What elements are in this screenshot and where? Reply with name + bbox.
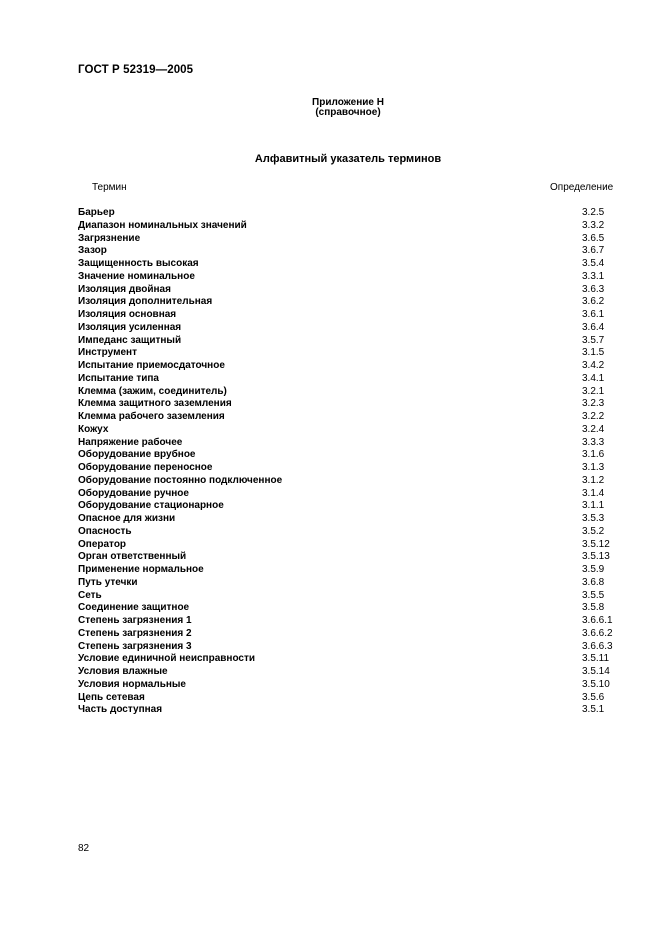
- term-name: Оборудование врубное: [78, 449, 196, 461]
- term-definition-ref: 3.6.6.3: [582, 640, 613, 652]
- term-row: [78, 628, 618, 641]
- term-row: [78, 424, 618, 437]
- term-row: [78, 577, 618, 590]
- term-row: [78, 475, 618, 488]
- term-definition-ref: 3.5.13: [582, 551, 610, 563]
- term-definition-ref: 3.5.11: [582, 653, 610, 665]
- term-definition-ref: 3.6.6.2: [582, 627, 613, 639]
- index-title: Алфавитный указатель терминов: [254, 153, 442, 165]
- term-definition-ref: 3.6.3: [582, 283, 605, 295]
- term-definition-ref: 3.6.4: [582, 321, 605, 333]
- term-definition-ref: 3.5.8: [582, 602, 605, 614]
- term-definition-ref: 3.1.2: [582, 474, 605, 486]
- term-definition-ref: 3.5.14: [582, 666, 610, 677]
- term-definition-ref: 3.5.2: [582, 525, 605, 537]
- term-name: Барьер: [78, 207, 115, 218]
- term-name: Инструмент: [78, 347, 137, 359]
- term-row: [78, 258, 618, 271]
- term-row: [78, 539, 618, 552]
- term-row: [78, 335, 618, 348]
- term-row: [78, 615, 618, 628]
- term-row: [78, 513, 618, 526]
- term-name: Условия нормальные: [78, 678, 186, 690]
- term-row: [78, 309, 618, 322]
- term-name: Условие единичной неисправности: [78, 653, 256, 665]
- term-definition-ref: 3.3.3: [582, 436, 605, 448]
- term-name: Клемма защитного заземления: [78, 398, 232, 410]
- term-definition-ref: 3.2.5: [582, 207, 605, 218]
- annex-subtitle: (справочное): [315, 107, 381, 118]
- term-row: [78, 233, 618, 246]
- term-name: Изоляция усиленная: [78, 321, 182, 333]
- term-name: Опасное для жизни: [78, 513, 176, 524]
- term-row: [78, 373, 618, 386]
- term-row: [78, 641, 618, 654]
- term-row: [78, 322, 618, 335]
- term-name: Путь утечки: [78, 576, 138, 588]
- term-definition-ref: 3.6.5: [582, 232, 605, 244]
- term-definition-ref: 3.1.1: [582, 500, 605, 512]
- term-definition-ref: 3.5.9: [582, 564, 605, 575]
- term-row: [78, 653, 618, 666]
- term-row: [78, 488, 618, 501]
- term-row: [78, 271, 618, 284]
- term-name: Испытание приемосдаточное: [78, 360, 225, 371]
- term-definition-ref: 3.5.1: [582, 704, 605, 716]
- term-name: Оператор: [78, 538, 127, 550]
- term-row: [78, 398, 618, 411]
- term-row: [78, 551, 618, 564]
- term-name: Оборудование переносное: [78, 462, 213, 473]
- term-row: [78, 245, 618, 258]
- term-name: Часть доступная: [78, 704, 163, 716]
- term-name: Загрязнение: [78, 232, 141, 244]
- term-name: Значение номинальное: [78, 270, 195, 282]
- term-name: Зазор: [78, 245, 107, 257]
- term-row: [78, 462, 618, 475]
- term-definition-ref: 3.6.2: [582, 296, 605, 308]
- term-name: Условия влажные: [78, 666, 168, 677]
- terms-list: [78, 207, 618, 717]
- term-definition-ref: 3.3.2: [582, 219, 605, 231]
- term-row: [78, 347, 618, 360]
- term-row: [78, 220, 618, 233]
- term-name: Орган ответственный: [78, 551, 187, 563]
- term-definition-ref: 3.5.5: [582, 589, 605, 601]
- term-name: Применение нормальное: [78, 564, 204, 575]
- term-definition-ref: 3.5.10: [582, 678, 610, 690]
- term-definition-ref: 3.5.4: [582, 258, 605, 269]
- term-row: [78, 666, 618, 679]
- term-row: [78, 526, 618, 539]
- term-definition-ref: 3.3.1: [582, 270, 605, 282]
- term-row: [78, 386, 618, 399]
- annex-title: Приложение Н: [312, 97, 384, 108]
- term-name: Оборудование ручное: [78, 487, 189, 499]
- term-row: [78, 296, 618, 309]
- term-definition-ref: 3.1.6: [582, 449, 605, 461]
- column-header-term: Термин: [92, 182, 127, 193]
- term-row: [78, 449, 618, 462]
- term-definition-ref: 3.5.12: [582, 538, 610, 550]
- term-definition-ref: 3.2.2: [582, 411, 605, 422]
- term-row: [78, 590, 618, 603]
- term-definition-ref: 3.2.1: [582, 385, 605, 397]
- term-definition-ref: 3.1.5: [582, 347, 605, 359]
- term-row: [78, 411, 618, 424]
- term-name: Диапазон номинальных значений: [78, 219, 247, 231]
- page-number: 82: [78, 843, 90, 854]
- term-definition-ref: 3.5.6: [582, 691, 605, 703]
- term-definition-ref: 3.6.8: [582, 576, 605, 588]
- term-definition-ref: 3.1.3: [582, 462, 605, 473]
- term-name: Клемма (зажим, соединитель): [78, 385, 227, 397]
- term-name: Изоляция дополнительная: [78, 296, 213, 308]
- term-name: Изоляция основная: [78, 309, 177, 320]
- term-row: [78, 437, 618, 450]
- term-row: [78, 602, 618, 615]
- term-row: [78, 704, 618, 717]
- term-name: Испытание типа: [78, 372, 159, 384]
- term-name: Оборудование постоянно подключенное: [78, 474, 283, 486]
- term-definition-ref: 3.4.1: [582, 372, 605, 384]
- standard-id: ГОСТ Р 52319—2005: [78, 64, 194, 76]
- term-name: Оборудование стационарное: [78, 500, 224, 512]
- term-name: Цепь сетевая: [78, 691, 145, 703]
- term-name: Напряжение рабочее: [78, 436, 183, 448]
- term-name: Изоляция двойная: [78, 283, 171, 295]
- term-name: Сеть: [78, 589, 102, 601]
- term-definition-ref: 3.6.7: [582, 245, 605, 257]
- term-row: [78, 500, 618, 513]
- term-definition-ref: 3.5.3: [582, 513, 605, 524]
- term-row: [78, 679, 618, 692]
- term-name: Соединение защитное: [78, 602, 190, 614]
- term-definition-ref: 3.1.4: [582, 487, 605, 499]
- term-definition-ref: 3.2.4: [582, 423, 605, 435]
- term-name: Степень загрязнения 1: [78, 615, 192, 626]
- term-row: [78, 284, 618, 297]
- term-definition-ref: 3.6.1: [582, 309, 605, 320]
- term-name: Кожух: [78, 423, 109, 435]
- term-row: [78, 692, 618, 705]
- term-definition-ref: 3.5.7: [582, 334, 605, 346]
- term-name: Степень загрязнения 2: [78, 627, 192, 639]
- term-name: Защищенность высокая: [78, 258, 199, 269]
- term-row: [78, 207, 618, 220]
- term-name: Опасность: [78, 525, 132, 537]
- term-definition-ref: 3.2.3: [582, 398, 605, 410]
- column-header-definition: Определение: [550, 182, 614, 193]
- term-definition-ref: 3.6.6.1: [582, 615, 613, 626]
- term-row: [78, 360, 618, 373]
- term-name: Клемма рабочего заземления: [78, 411, 225, 422]
- term-name: Импеданс защитный: [78, 334, 182, 346]
- term-definition-ref: 3.4.2: [582, 360, 605, 371]
- term-name: Степень загрязнения 3: [78, 640, 192, 652]
- term-row: [78, 564, 618, 577]
